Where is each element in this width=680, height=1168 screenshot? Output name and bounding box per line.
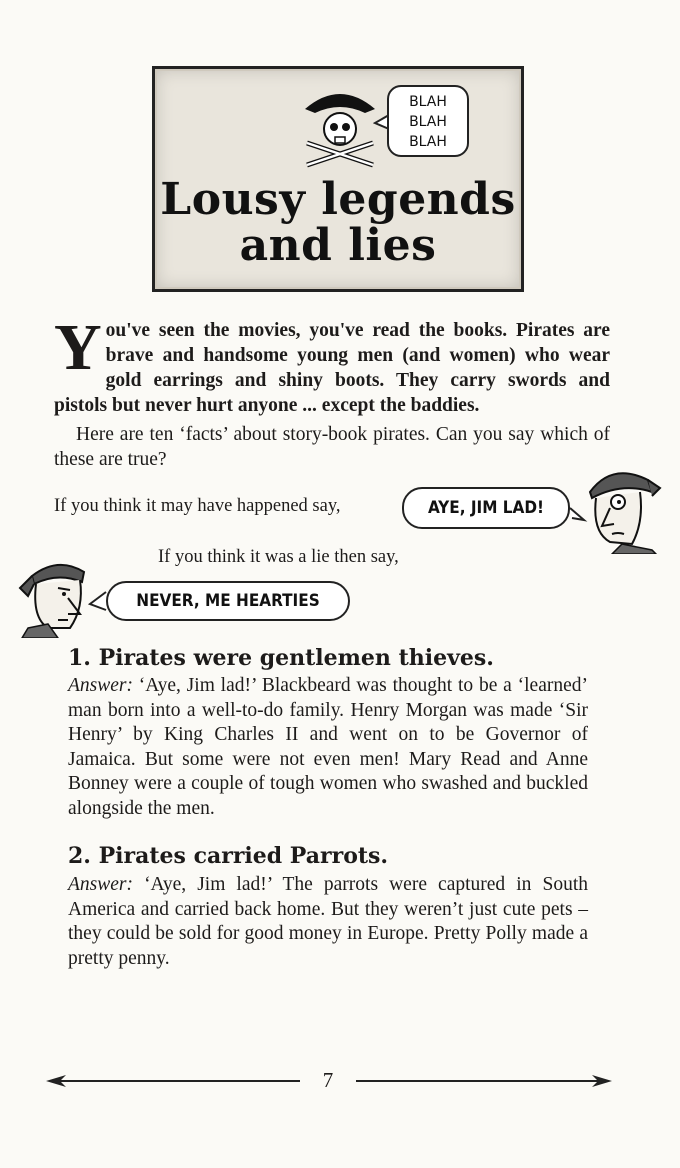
footer-rule-left: [50, 1080, 300, 1082]
lie-prompt-text: If you think it was a lie then say,: [158, 547, 399, 567]
title-line: Lousy legends: [160, 174, 516, 225]
answer-paragraph: [68, 674, 588, 822]
answer-text: ‘Aye, Jim lad!’ Blackbeard was thought to be a ‘learned’ man born into a well-to-do family. Henry Morgan was made ‘Sir Henry’ by King Charles II and went on to be Governor of Jamaica. But some were not even men! Mary Read and Anne Bonney were a couple of tough women who swashed and buckled alongside the men.: [68, 675, 588, 819]
speech-tail-icon: [88, 588, 108, 614]
answer-label: Answer:: [68, 874, 133, 895]
question-heading: 1. Pirates were gentlemen thieves.: [68, 645, 494, 671]
answer-label: Answer:: [68, 675, 133, 696]
aye-jim-lad-bubble: AYE, JIM LAD!: [402, 487, 570, 529]
blah-word: BLAH: [409, 134, 447, 150]
arrowhead-left-icon: [46, 1074, 66, 1088]
answer-text: ‘Aye, Jim lad!’ The parrots were captured in South America and carried back home. But they weren’t just cute pets – they could be sold for good money in Europe. Pretty Polly made a pretty penny.: [68, 874, 588, 969]
page-title: [155, 174, 521, 271]
title-panel: [152, 66, 524, 292]
skull-crossbones-icon: [295, 79, 385, 169]
blah-speech-bubble: [387, 85, 469, 157]
question-intro: Here are ten ‘facts’ about story-book pirates. Can you say which of these are true?: [54, 424, 610, 470]
intro-text: ou've seen the movies, you've read the books. Pirates are brave and handsome young men (and women) who wear gold earrings and shiny boots. They carry swords and pistols but never hurt anyone ... except the baddies.: [54, 320, 610, 416]
aye-prompt-text: If you think it may have happened say,: [54, 496, 341, 516]
drop-cap: Y: [54, 311, 102, 384]
blah-word: BLAH: [409, 114, 447, 130]
footer-rule-right: [356, 1080, 608, 1082]
answer-paragraph: [68, 873, 588, 971]
pirate-face-icon: [18, 548, 94, 638]
blah-word: BLAH: [409, 94, 447, 110]
title-line: and lies: [239, 220, 437, 271]
never-me-hearties-bubble: NEVER, ME HEARTIES: [106, 581, 350, 621]
pirate-face-icon: [582, 462, 662, 554]
question-heading: 2. Pirates carried Parrots.: [68, 843, 389, 869]
intro-paragraph: [54, 311, 610, 418]
page-number: 7: [322, 1068, 334, 1092]
arrowhead-right-icon: [592, 1074, 612, 1088]
